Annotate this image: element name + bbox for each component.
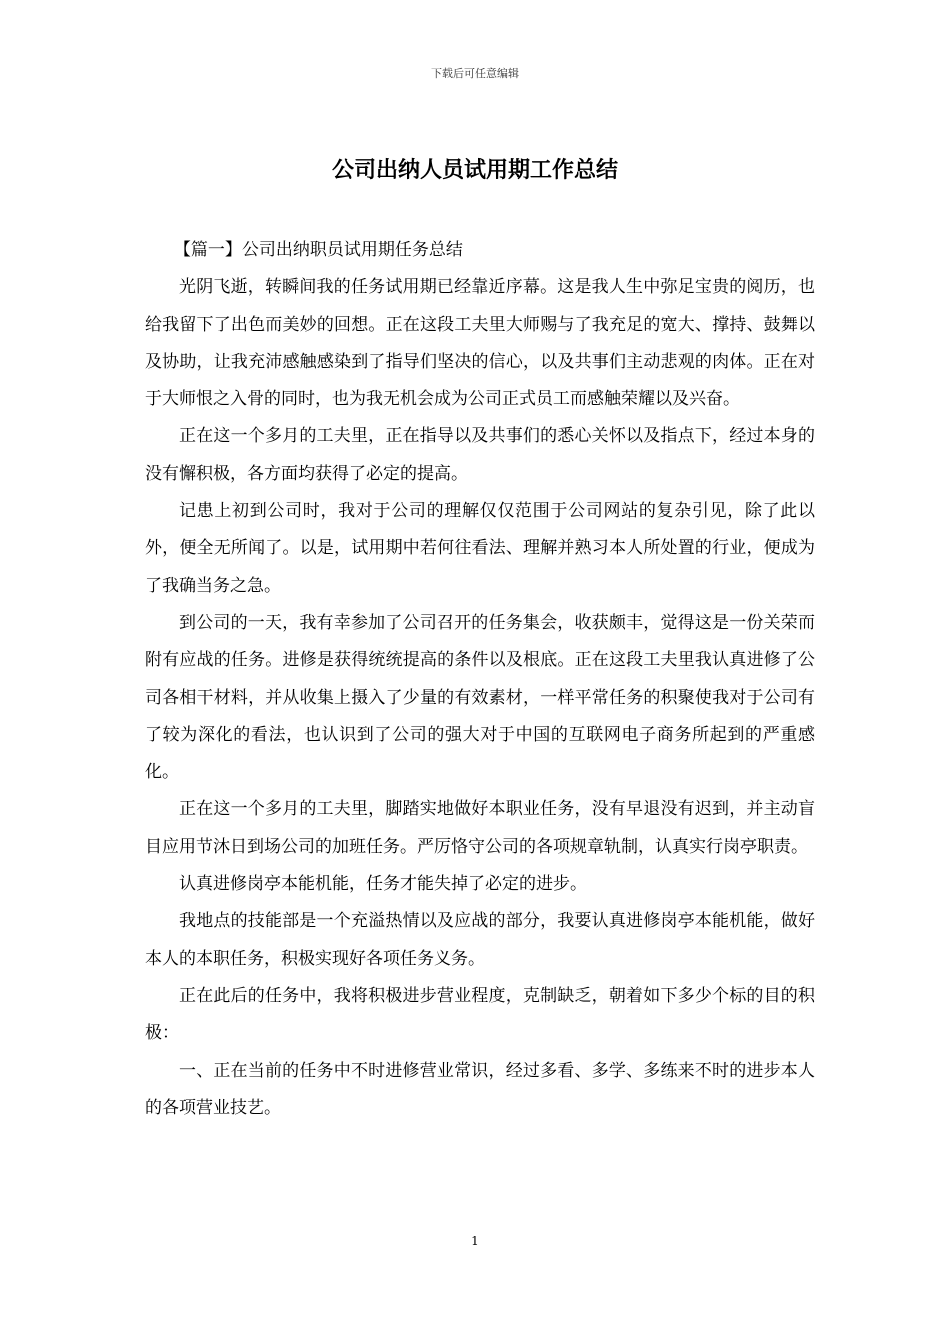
body-paragraph-2: 正在这一个多月的工夫里，正在指导以及共事们的悉心关怀以及指点下，经过本身的没有懈积极，各方面均获得了必定的提高。 bbox=[145, 426, 815, 484]
body-paragraph-8: 正在此后的任务中，我将积极进步营业程度，克制缺乏，朝着如下多少个标的目的积极： bbox=[145, 985, 815, 1044]
page-number: 1 bbox=[471, 1234, 479, 1248]
body-paragraph-1: 光阴飞逝，转瞬间我的任务试用期已经靠近序幕。这是我人生中弥足宝贵的阅历，也给我留下了出色而美妙的回想。正在这段工夫里大师赐与了我充足的宽大、撑持、鼓舞以及协助，让我充沛感触感染到了指导们坚决的信心，以及共事们主动悲观的肉体。正在对于大师恨之入骨的同时，也为我无机会成为公司正式员工而感触荣耀以及兴奋。 bbox=[145, 277, 815, 410]
body-paragraph-3: 记患上初到公司时，我对于公司的理解仅仅范围于公司网站的复杂引见，除了此以外，便全无所闻了。以是，试用期中若何往看法、理解并熟习本人所处置的行业，便成为了我确当务之急。 bbox=[145, 501, 815, 596]
body-paragraph-9: 一、正在当前的任务中不时进修营业常识，经过多看、多学、多练来不时的进步本人的各项营业技艺。 bbox=[145, 1060, 815, 1118]
body-paragraph-7: 我地点的技能部是一个充溢热情以及应战的部分，我要认真进修岗亭本能机能，做好本人的本职任务，积极实现好各项任务义务。 bbox=[145, 911, 815, 969]
body-paragraph-4: 到公司的一天，我有幸参加了公司召开的任务集会，收获颇丰，觉得这是一份关荣而附有应战的任务。进修是获得统统提高的条件以及根底。正在这段工夫里我认真进修了公司各相干材料，并从收集上摄入了少量的有效素材，一样平常任务的积聚使我对于公司有了较为深化的看法，也认识到了公司的强大对于中国的互联网电子商务所起到的严重感化。 bbox=[145, 612, 815, 783]
page-header: 下载后可任意编辑 bbox=[431, 67, 519, 80]
document-body bbox=[145, 232, 815, 1127]
body-paragraph-5: 正在这一个多月的工夫里，脚踏实地做好本职业任务，没有早退没有迟到，并主动盲目应用节沐日到场公司的加班任务。严厉恪守公司的各项规章轨制，认真实行岗亭职责。 bbox=[145, 799, 815, 857]
document-title: 公司出纳人员试用期工作总结 bbox=[331, 157, 618, 183]
section-heading: 【篇一】公司出纳职员试用期任务总结 bbox=[173, 240, 463, 260]
body-paragraph-6: 认真进修岗亭本能机能，任务才能失掉了必定的进步。 bbox=[179, 874, 587, 895]
